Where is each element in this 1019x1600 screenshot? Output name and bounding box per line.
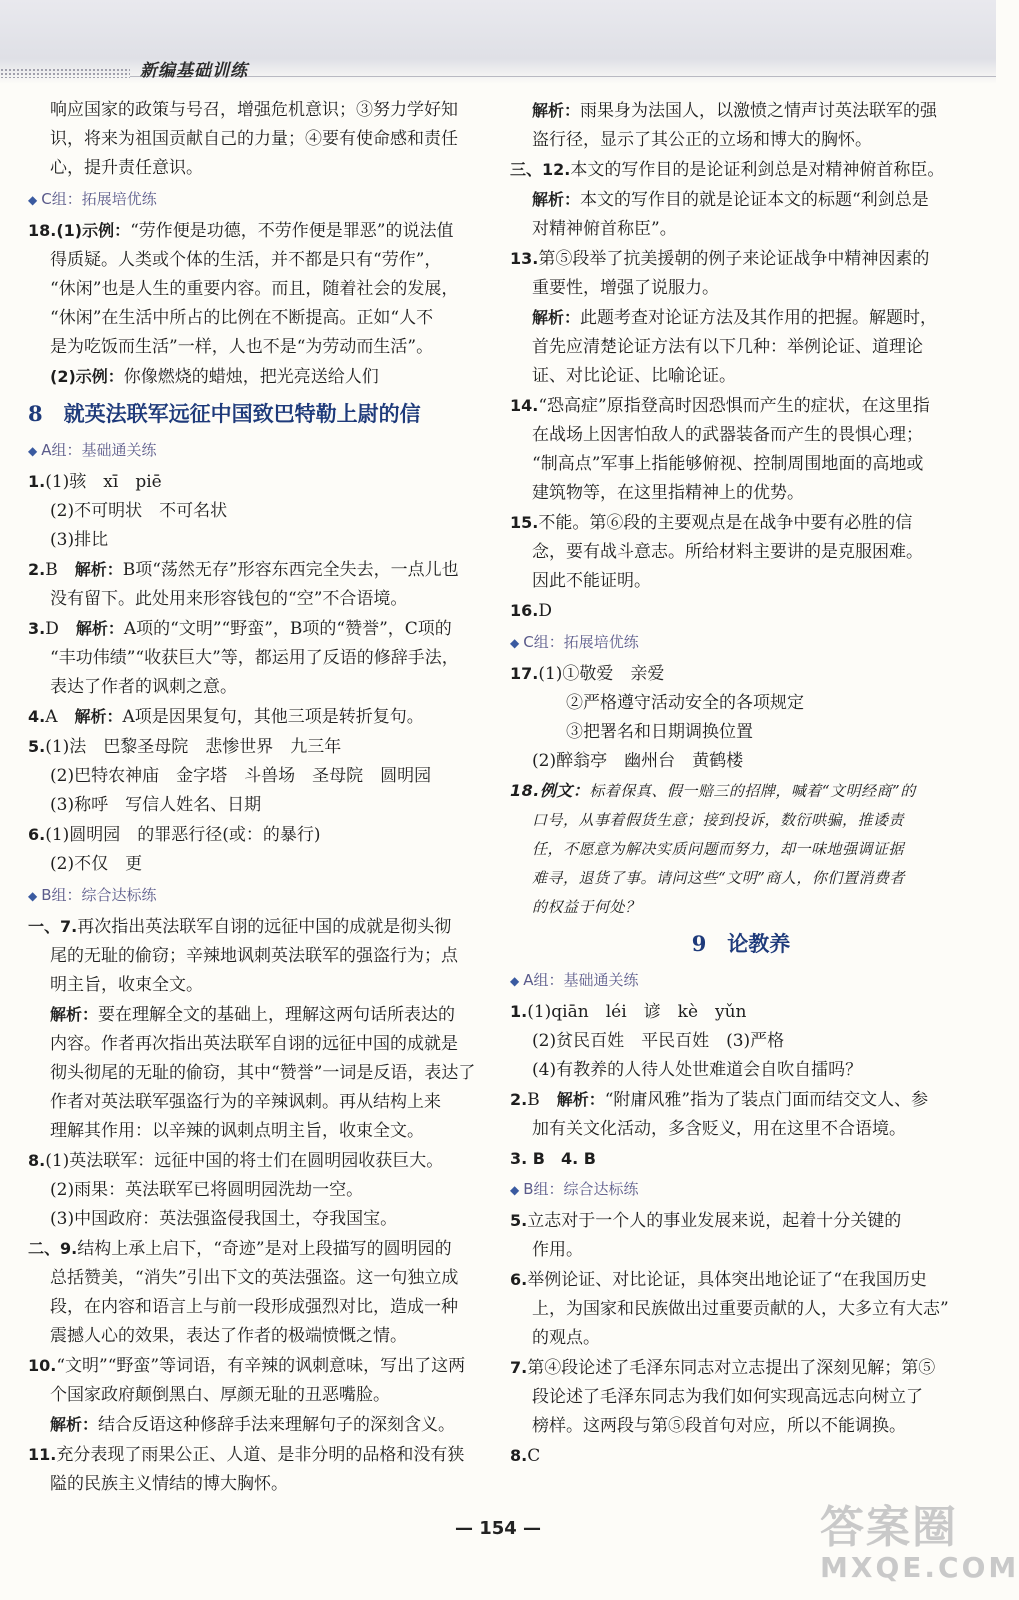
group-a-header	[28, 436, 496, 465]
text-segment: 第⑤段举了抗美援朝的例子来论证战争中精神因素的	[538, 249, 930, 269]
text-segment: D	[45, 619, 76, 639]
text-line: (2)巴特农神庙 金字塔 斗兽场 圣母院 圆明园	[50, 766, 432, 786]
text-segment: 8.	[510, 1446, 528, 1465]
text-line: (3)排比	[50, 530, 109, 550]
text-segment: 立志对于一个人的事业发展来说，起着十分关键的	[527, 1211, 902, 1231]
answer-8	[510, 1441, 972, 1471]
text-segment: A组：基础通关练	[41, 441, 157, 459]
text-segment: “附庸风雅”指为了装点门面而结交文人、参	[604, 1090, 929, 1110]
text-segment: A项的“文明”“野蛮”，B项的“赞誉”，C项的	[123, 619, 452, 639]
text-segment: (1)①敬爱 亲爱	[538, 664, 665, 684]
answer-16	[510, 596, 972, 626]
text-segment: 14.	[510, 396, 539, 415]
text-segment: “恐高症”原指登高时因恐惧而产生的症状，在这里指	[538, 396, 930, 416]
text-segment: 15.	[510, 513, 539, 532]
text-line: (2)贫民百姓 平民百姓 (3)严格	[532, 1031, 785, 1051]
analysis-11	[510, 96, 972, 126]
text-segment: 解析：	[50, 1415, 99, 1434]
text-segment: 本文的写作目的就是论证本文的标题“利剑总是	[580, 190, 929, 210]
text-segment: 10.	[28, 1356, 57, 1375]
text-line: 加有关文化活动，多含贬义，用在这里不合语境。	[532, 1119, 906, 1139]
text-line: 的权益于何处？	[532, 898, 641, 916]
text-segment: C组：拓展培优练	[41, 190, 157, 208]
text-segment: 18.	[510, 781, 540, 800]
text-line: (3)中国政府：英法强盗侵我国土，夺我国宝。	[50, 1209, 398, 1229]
group-b-header	[510, 1175, 972, 1204]
text-segment: 5.	[28, 737, 46, 756]
text-line: 任，不愿意为解决实质问题而努力，却一味地强调证据	[532, 840, 905, 858]
text-line: (2)不仅 更	[50, 854, 143, 874]
text-segment: “劳作便是功德，不劳作便是罪恶”的说法值	[130, 221, 454, 241]
answer-6	[510, 1265, 972, 1295]
text-line: 盗行径，显示了其公正的立场和博大的胸怀。	[532, 130, 872, 150]
answer-8	[28, 1146, 496, 1176]
text-segment: 雨果身为法国人，以激愤之情声讨英法联军的强	[580, 101, 938, 121]
answer-5	[28, 732, 496, 762]
text-line: 理解其作用：以辛辣的讽刺点明主旨，收束全文。	[50, 1121, 424, 1141]
text-segment: A	[45, 707, 75, 727]
group-c-header	[510, 628, 972, 657]
text-segment: 18.	[28, 221, 57, 240]
text-segment: B组：综合达标练	[523, 1180, 639, 1198]
diamond-icon: ◆	[28, 444, 38, 458]
text-segment: 1.	[510, 1002, 528, 1021]
text-segment: 解析：	[532, 190, 581, 209]
page-number: — 154 —	[454, 1518, 542, 1539]
text-segment: 三、12.	[510, 160, 571, 179]
text-line: 在战场上因害怕敌人的武器装备而产生的畏惧心理；	[532, 425, 923, 445]
text-line: (4)有教养的人待人处世难道会自吹自擂吗？	[532, 1060, 863, 1080]
text-line: 表达了作者的讽刺之意。	[50, 677, 237, 697]
text-segment: 解析：	[50, 1005, 99, 1024]
answer-2	[510, 1085, 972, 1115]
answer-12	[510, 155, 972, 185]
text-segment: 本文的写作目的是论证利剑总是对精神俯首称臣。	[570, 160, 945, 180]
analysis-13	[510, 303, 972, 333]
answer-9	[28, 1234, 496, 1264]
text-line: 建筑物等，在这里指精神上的优势。	[532, 483, 804, 503]
text-line: (2)不可明状 不可名状	[50, 501, 228, 521]
text-line: 口号，从事着假货生意；接到投诉，数衍哄骗，推诿责	[532, 811, 905, 829]
text-segment: A项是因果复句，其他三项是转折复句。	[122, 707, 424, 727]
text-line: 明主旨，收束全文。	[50, 975, 203, 995]
text-line: (3)称呼 写信人姓名、日期	[50, 795, 262, 815]
text-line: 段论述了毛泽东同志为我们如何实现高远志向树立了	[532, 1387, 923, 1407]
answer-1	[28, 467, 496, 497]
text-segment: 充分表现了雨果公正、人道、是非分明的品格和没有狭	[56, 1445, 465, 1465]
text-segment: B	[527, 1090, 557, 1110]
text-line: 隘的民族主义情结的博大胸怀。	[50, 1474, 288, 1494]
text-segment: 第④段论述了毛泽东同志对立志提出了深刻见解；第⑤	[527, 1358, 936, 1378]
text-line: 响应国家的政策与号召，增强危机意识；③努力学好知	[50, 100, 458, 120]
text-segment: 13.	[510, 249, 539, 268]
text-line: 尾的无耻的偷窃；辛辣地讽刺英法联军的强盗行为；点	[50, 946, 458, 966]
text-segment: 举例论证、对比论证，具体突出地论证了“在我国历史	[527, 1270, 927, 1290]
text-line: 的观点。	[532, 1328, 600, 1348]
answer-3-4: 3. B 4. B	[510, 1149, 596, 1168]
text-line: 重要性，增强了说服力。	[532, 278, 719, 298]
text-segment: B项“荡然无存”形容东西完全失去，一点儿也	[122, 560, 459, 580]
text-segment: 二、9.	[28, 1239, 78, 1258]
text-line: 作用。	[532, 1240, 583, 1260]
answer-18-2	[28, 362, 496, 392]
text-segment: 5.	[510, 1211, 528, 1230]
header-dot-pattern	[0, 68, 130, 78]
text-segment: 7.	[510, 1358, 528, 1377]
answer-7	[510, 1353, 972, 1383]
answer-1	[510, 997, 972, 1027]
watermark-logo	[820, 1502, 1019, 1590]
text-segment: 2.	[28, 560, 46, 579]
text-segment: (1)骇 xī piē	[45, 472, 162, 492]
text-line: 念，要有战斗意志。所给材料主要讲的是克服困难。	[532, 542, 923, 562]
text-line: ③把署名和日期调换位置	[566, 722, 753, 742]
text-line: 榜样。这两段与第⑤段首句对应，所以不能调换。	[532, 1416, 906, 1436]
text-line: 得质疑。人类或个体的生活，并不都是只有“劳作”，	[50, 250, 442, 270]
text-segment: 1.	[28, 472, 46, 491]
analysis-7	[28, 1000, 496, 1030]
right-column	[510, 96, 972, 1471]
text-line: 震撼人心的效果，表达了作者的极端愤慨之情。	[50, 1326, 407, 1346]
text-line: 是为吃饭而生活”一样，人也不是“为劳动而生活”。	[50, 337, 434, 357]
text-line: “休闲”也是人生的重要内容。而且，随着社会的发展，	[50, 279, 459, 299]
text-line: 证、对比论证、比喻论证。	[532, 366, 736, 386]
text-line: 识，将来为祖国贡献自己的力量；④要有使命感和责任	[50, 129, 458, 149]
text-line: (2)雨果：英法联军已将圆明园洗劫一空。	[50, 1180, 364, 1200]
answer-18	[28, 216, 496, 246]
text-segment: 结构上承上启下，“奇迹”是对上段描写的圆明园的	[77, 1239, 452, 1259]
text-line: 对精神俯首称臣”。	[532, 219, 677, 239]
text-segment: 解析：	[75, 619, 124, 638]
text-segment: (1)示例：	[56, 221, 131, 240]
text-line: (2)醉翁亭 幽州台 黄鹤楼	[532, 751, 744, 771]
text-segment: (1)法 巴黎圣母院 悲惨世界 九三年	[45, 737, 342, 757]
text-segment: (1)英法联军：远征中国的将士们在圆明园收获巨大。	[45, 1151, 444, 1171]
group-c-header	[28, 185, 496, 214]
text-segment: 3.	[28, 619, 46, 638]
group-a-header	[510, 966, 972, 995]
text-line: 内容。作者再次指出英法联军自诩的远征中国的成就是	[50, 1034, 458, 1054]
diamond-icon: ◆	[510, 1183, 520, 1197]
analysis-10	[28, 1410, 496, 1440]
text-line: 段，在内容和语言上与前一段形成强烈对比，造成一种	[50, 1297, 458, 1317]
text-segment: 2.	[510, 1090, 528, 1109]
diamond-icon: ◆	[28, 889, 38, 903]
text-segment: 解析：	[532, 101, 581, 120]
text-line: “制高点”军事上指能够俯视、控制周围地面的高地或	[532, 454, 924, 474]
text-segment: 此题考查对论证方法及其作用的把握。解题时，	[580, 308, 938, 328]
text-line: 没有留下。此处用来形容钱包的“空”不合语境。	[50, 589, 408, 609]
lesson-9-title: 9 论教养	[691, 931, 791, 956]
text-line: 个国家政府颠倒黑白、厚颜无耻的丑恶嘴脸。	[50, 1385, 390, 1405]
text-segment: 要在理解全文的基础上，理解这两句话所表达的	[98, 1005, 456, 1025]
text-line: 因此不能证明。	[532, 571, 651, 591]
text-line: 总括赞美，“消失”引出下文的英法强盗。这一句独立成	[50, 1268, 459, 1288]
text-line: 心，提升责任意识。	[50, 158, 203, 178]
text-segment: D	[538, 601, 552, 621]
text-segment: B组：综合达标练	[41, 886, 157, 904]
text-line: “休闲”在生活中所占的比例在不断提高。正如“人不	[50, 308, 434, 328]
text-line: 彻头彻尾的无耻的偷窃，其中“赞誉”一词是反语，表达了	[50, 1063, 476, 1083]
text-segment: 标着保真、假一赔三的招牌，喊着“文明经商”的	[589, 782, 916, 800]
text-segment: “文明”“野蛮”等词语，有辛辣的讽刺意味，写出了这两	[56, 1356, 466, 1376]
text-segment: 你像燃烧的蜡烛，把光亮送给人们	[123, 367, 379, 387]
text-segment: 11.	[28, 1445, 57, 1464]
answer-3	[28, 614, 496, 644]
book-brand-title: 新编基础训练	[140, 61, 248, 81]
text-segment: 6.	[510, 1270, 528, 1289]
diamond-icon: ◆	[510, 636, 520, 650]
answer-6	[28, 820, 496, 850]
text-segment: (2)示例：	[50, 367, 124, 386]
text-segment: C组：拓展培优练	[523, 633, 639, 651]
text-segment: 8.	[28, 1151, 46, 1170]
text-segment: 解析：	[74, 560, 123, 579]
header-rule	[130, 76, 996, 77]
text-segment: 例文：	[539, 781, 590, 800]
answer-13	[510, 244, 972, 274]
text-segment: 6.	[28, 825, 46, 844]
group-b-header	[28, 881, 496, 910]
text-line: 难寻，退货了事。请问这些“文明”商人，你们置消费者	[532, 869, 905, 887]
text-segment: C	[527, 1446, 541, 1466]
answer-10	[28, 1351, 496, 1381]
text-line: 作者对英法联军强盗行为的辛辣讽刺。再从结构上来	[50, 1092, 441, 1112]
answer-7	[28, 912, 496, 942]
answer-18-example	[510, 776, 972, 806]
text-segment: 16.	[510, 601, 539, 620]
watermark-url: MXQE.COM	[820, 1551, 1019, 1584]
text-segment: 4.	[28, 707, 46, 726]
text-segment: B	[45, 560, 75, 580]
answer-5	[510, 1206, 972, 1236]
text-segment: A组：基础通关练	[523, 971, 639, 989]
answer-15	[510, 508, 972, 538]
answer-14	[510, 391, 972, 421]
text-line: 首先应清楚论证方法有以下几种：举例论证、道理论	[532, 337, 923, 357]
analysis-12	[510, 185, 972, 215]
answer-4	[28, 702, 496, 732]
diamond-icon: ◆	[28, 193, 38, 207]
text-segment: 解析：	[556, 1090, 605, 1109]
text-segment: 解析：	[532, 308, 581, 327]
answer-2	[28, 555, 496, 585]
watermark-text: 答案圈	[820, 1502, 958, 1553]
diamond-icon: ◆	[510, 974, 520, 988]
lesson-8-title: 8 就英法联军远征中国致巴特勒上尉的信	[28, 401, 421, 426]
text-segment: 17.	[510, 664, 539, 683]
text-line: 上，为国家和民族做出过重要贡献的人，大多立有大志”	[532, 1299, 949, 1319]
text-segment: (1)圆明园 的罪恶行径(或：的暴行)	[45, 825, 321, 845]
text-segment: 再次指出英法联军自诩的远征中国的成就是彻头彻	[77, 917, 452, 937]
left-column	[28, 96, 496, 1499]
text-segment: 结合反语这种修辞手法来理解句子的深刻含义。	[98, 1415, 456, 1435]
text-line: ②严格遵守活动安全的各项规定	[566, 693, 804, 713]
text-segment: 不能。第⑥段的主要观点是在战争中要有必胜的信	[538, 513, 913, 533]
text-segment: (1)qiān léi 谚 kè yǔn	[527, 1002, 747, 1022]
text-segment: 解析：	[74, 707, 123, 726]
answer-17	[510, 659, 972, 689]
answer-11	[28, 1440, 496, 1470]
text-line: “丰功伟绩”“收获巨大”等，都运用了反语的修辞手法，	[50, 648, 459, 668]
text-segment: 一、7.	[28, 917, 78, 936]
